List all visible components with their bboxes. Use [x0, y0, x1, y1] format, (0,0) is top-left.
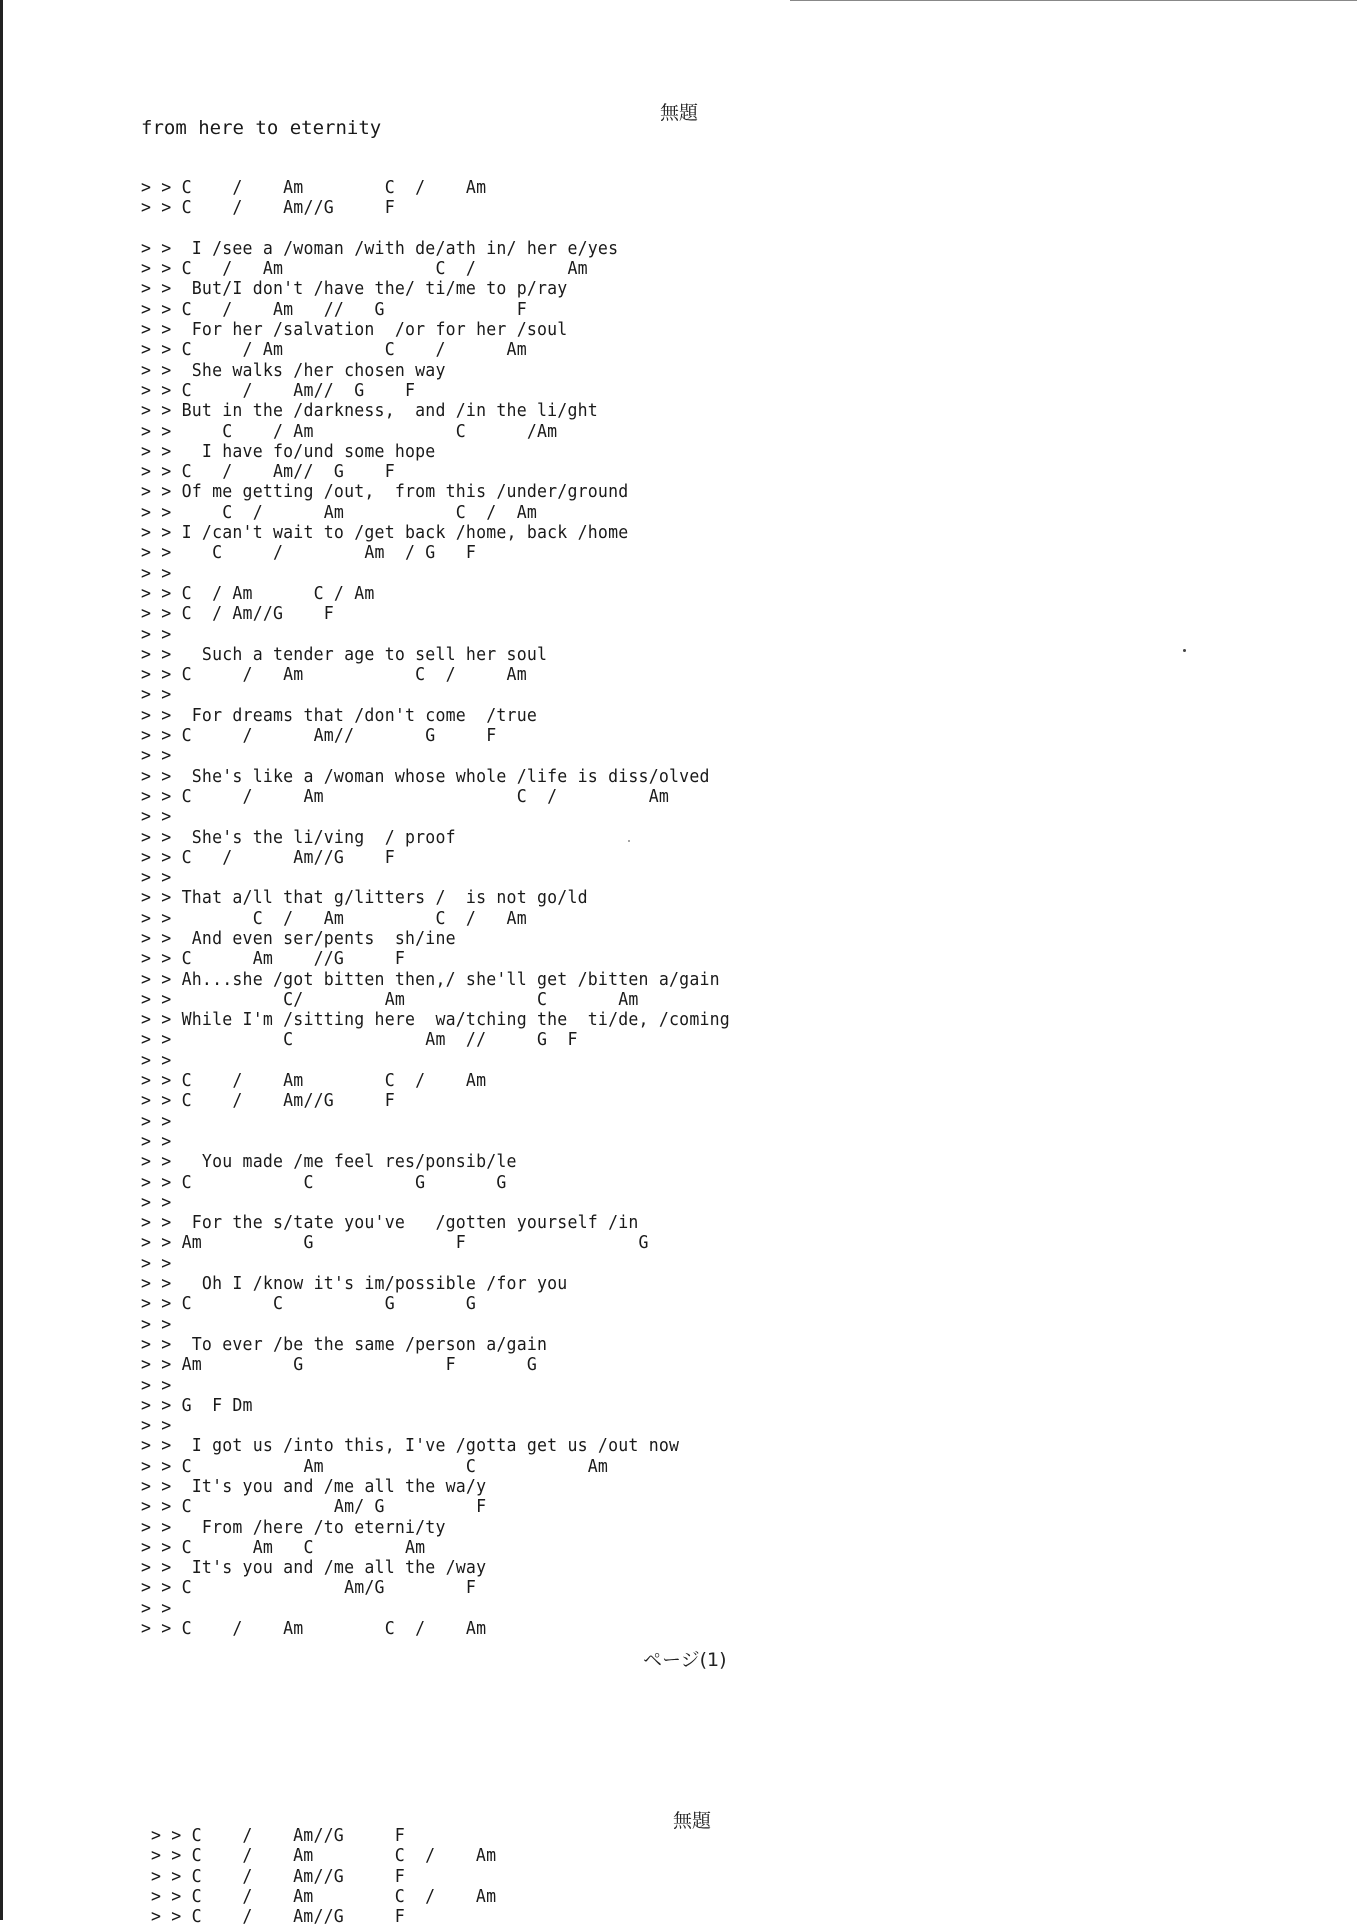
lyric-line: > > C / Am C / Am	[141, 1070, 487, 1092]
lyric-line: > > C Am //G F	[141, 948, 406, 970]
lyric-line: > > C / Am / G F	[141, 542, 477, 564]
lyric-line: > > C / Am C / Am	[151, 1845, 497, 1867]
lyric-line: > > C C G G	[141, 1293, 477, 1315]
lyric-line: > >	[141, 806, 172, 828]
lyric-line: > >	[141, 1191, 172, 1213]
lyric-line: > >	[141, 1110, 172, 1132]
lyric-line: > > C / Am C / Am	[141, 339, 527, 361]
lyric-line: > > C Am C Am	[141, 1455, 609, 1477]
lyrics-chord-block	[151, 1826, 526, 1927]
lyric-line: > > C / Am//G F	[141, 846, 395, 868]
lyric-line: > >	[141, 1597, 172, 1619]
lyric-line: > > Am G F G	[141, 1354, 538, 1376]
scan-speck	[628, 840, 630, 842]
lyric-line: > > For her /salvation /or for her /soul	[141, 319, 568, 341]
lyric-line: > > C / Am//G F	[141, 197, 395, 219]
lyric-line: > >	[141, 1313, 172, 1335]
lyric-line: > > But/I don't /have the/ ti/me to p/ray	[141, 278, 568, 300]
scan-top-edge	[790, 0, 1357, 1]
lyric-line: > > C / Am C /Am	[141, 420, 558, 442]
lyric-line: > > Ah...she /got bitten then,/ she'll get /bitten a/gain	[141, 968, 720, 990]
scan-speck	[1183, 649, 1186, 652]
lyric-line: > > And even ser/pents sh/ine	[141, 927, 456, 949]
lyric-line: > > For the s/tate you've /gotten yourself /in	[141, 1212, 639, 1234]
lyric-line: > >	[141, 1374, 172, 1396]
lyric-line: > > It's you and /me all the wa/y	[141, 1476, 487, 1497]
lyric-line: > >	[141, 1049, 172, 1071]
lyric-line: > > C / Am C / Am	[151, 1885, 497, 1907]
left-binding-edge	[0, 0, 3, 1920]
lyric-line: > > Such a tender age to sell her soul	[141, 643, 548, 665]
lyric-line	[141, 219, 730, 239]
lyric-line: > > To ever /be the same /person a/gain	[141, 1333, 548, 1355]
lyric-line: > >	[141, 562, 172, 584]
lyric-line: > > C/ Am C Am	[141, 988, 639, 1010]
lyric-line: > > She's like a /woman whose whole /life is diss/olved	[141, 765, 710, 787]
document-title: from here to eternity	[141, 117, 382, 139]
lyric-line: > > C Am/G F	[141, 1577, 477, 1599]
lyric-line: > > C Am C Am	[141, 1536, 426, 1558]
lyric-line: > > C / Am C / Am	[141, 907, 527, 929]
lyric-line: > > C C G G	[141, 1171, 507, 1193]
lyric-line: > > C Am // G F	[141, 1029, 578, 1051]
lyric-line: > >	[141, 684, 172, 706]
lyric-line: > > C / Am C / Am	[141, 785, 670, 807]
page-header: 無題	[673, 1810, 712, 1832]
lyric-line: > > C Am/ G F	[141, 1496, 487, 1518]
lyric-line: > > While I'm /sitting here wa/tching the ti/de, /coming	[141, 1009, 730, 1031]
lyric-line: > > It's you and /me all the /way	[141, 1557, 487, 1579]
lyric-line: > > From /here /to eterni/ty	[141, 1516, 446, 1538]
lyric-line: > > But in the /darkness, and /in the li/ght	[141, 400, 598, 422]
lyric-line: > > For dreams that /don't come /true	[141, 704, 538, 726]
page-header: 無題	[660, 102, 699, 124]
lyric-line: > > C / Am// G F	[141, 379, 416, 401]
lyric-line: > >	[141, 1252, 172, 1274]
lyric-line: > > She walks /her chosen way	[141, 359, 446, 381]
lyric-line: > > I /see a /woman /with de/ath in/ her e/yes	[141, 237, 619, 259]
lyric-line: > > C / Am C / Am	[141, 1618, 487, 1640]
lyric-line: > > C / Am//G F	[151, 1906, 405, 1927]
lyrics-chord-block	[141, 178, 781, 1639]
lyric-line: > > C / Am//G F	[141, 1090, 395, 1112]
lyric-line: > > C / Am C / Am	[141, 177, 487, 198]
lyric-line: > > I have fo/und some hope	[141, 440, 436, 462]
lyric-line: > >	[141, 1415, 172, 1437]
lyric-line: > > C / Am C / Am	[141, 258, 588, 280]
lyric-line: > > C / Am// G F	[141, 725, 497, 747]
lyric-line: > > C / Am C / Am	[141, 664, 527, 686]
page-footer: ページ(1)	[643, 1649, 727, 1671]
lyric-line: > > C / Am// G F	[141, 461, 395, 483]
lyric-line: > >	[141, 867, 172, 889]
lyric-line: > > Am G F G	[141, 1232, 649, 1254]
lyric-line: > > She's the li/ving / proof	[141, 826, 456, 848]
lyric-line: > > C / Am C / Am	[141, 582, 375, 604]
lyric-line: > > C / Am // G F	[141, 298, 527, 320]
lyric-line: > > I got us /into this, I've /gotta get us /out now	[141, 1435, 680, 1457]
lyric-line: > >	[141, 1130, 172, 1152]
lyric-line: > > I /can't wait to /get back /home, back /home	[141, 522, 629, 544]
lyric-line: > >	[141, 745, 172, 767]
lyric-line: > > You made /me feel res/ponsib/le	[141, 1151, 517, 1173]
lyric-line: > > Oh I /know it's im/possible /for you	[141, 1273, 568, 1295]
lyric-line: > > C / Am//G F	[141, 603, 334, 625]
lyric-line: > > G F Dm	[141, 1394, 253, 1416]
lyric-line: > > Of me getting /out, from this /under/ground	[141, 481, 629, 503]
lyric-line: > > C / Am//G F	[151, 1865, 405, 1887]
lyric-line: > >	[141, 623, 172, 645]
lyric-line: > > C / Am//G F	[151, 1825, 405, 1846]
lyric-line: > > That a/ll that g/litters / is not go/ld	[141, 887, 588, 909]
lyric-line: > > C / Am C / Am	[141, 501, 538, 523]
